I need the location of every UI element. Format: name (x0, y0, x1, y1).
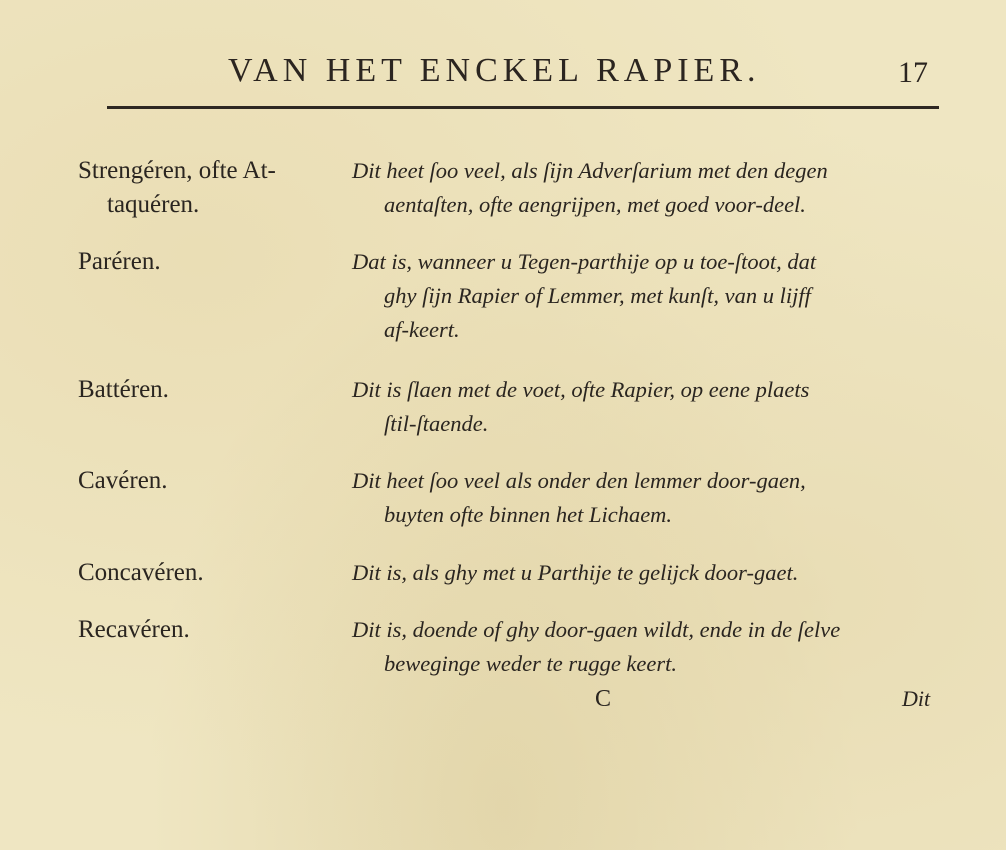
running-head (0, 44, 1006, 94)
running-title: VAN HET ENCKEL RAPIER. (228, 52, 761, 89)
catchword: Dit (902, 686, 931, 711)
term (78, 245, 340, 279)
term-line: Paréren. (78, 248, 161, 275)
definition-line: buyten ofte binnen het Lichaem. (384, 502, 673, 527)
definition (352, 613, 950, 681)
page-footer (0, 686, 1006, 720)
definition-line: af-keert. (384, 317, 460, 342)
term (78, 154, 340, 222)
definition-line: Dit is ſlaen met de voet, ofte Rapier, op eene plaets (352, 377, 810, 402)
term-line: Concavéren. (78, 559, 204, 586)
header-rule (107, 106, 939, 109)
definition (352, 464, 950, 532)
definition-line: beweginge weder te rugge keert. (384, 651, 678, 676)
definition-line: Dat is, wanneer u Tegen-parthije op u toe-ſtoot, dat (352, 249, 817, 274)
signature-mark: C (595, 686, 612, 712)
term (78, 613, 340, 647)
definition (352, 373, 950, 441)
term (78, 373, 340, 407)
term-line: Cavéren. (78, 467, 168, 494)
term-line: Strengéren, ofte At- (78, 157, 276, 184)
definition (352, 154, 950, 222)
page-number: 17 (898, 56, 928, 89)
definition-line: Dit is, doende of ghy door-gaen wildt, ende in de ſelve (352, 617, 841, 642)
definition-line: Dit heet ſoo veel als onder den lemmer door-gaen, (352, 468, 806, 493)
definition-line: aentaſten, ofte aengrijpen, met goed voor-deel. (384, 192, 806, 217)
term (78, 464, 340, 498)
definition (352, 245, 950, 347)
definition (352, 556, 950, 590)
term (78, 556, 340, 590)
term-line-continued: taquéren. (107, 191, 200, 218)
definition-line: ſtil-ſtaende. (384, 411, 489, 436)
definition-line: Dit heet ſoo veel, als ſijn Adverſarium met den degen (352, 158, 828, 183)
definition-line: Dit is, als ghy met u Parthije te gelijck door-gaet. (352, 560, 799, 585)
term-line: Recavéren. (78, 616, 190, 643)
definition-line: ghy ſijn Rapier of Lemmer, met kunſt, van u lijff (384, 283, 811, 308)
term-line: Battéren. (78, 376, 169, 403)
